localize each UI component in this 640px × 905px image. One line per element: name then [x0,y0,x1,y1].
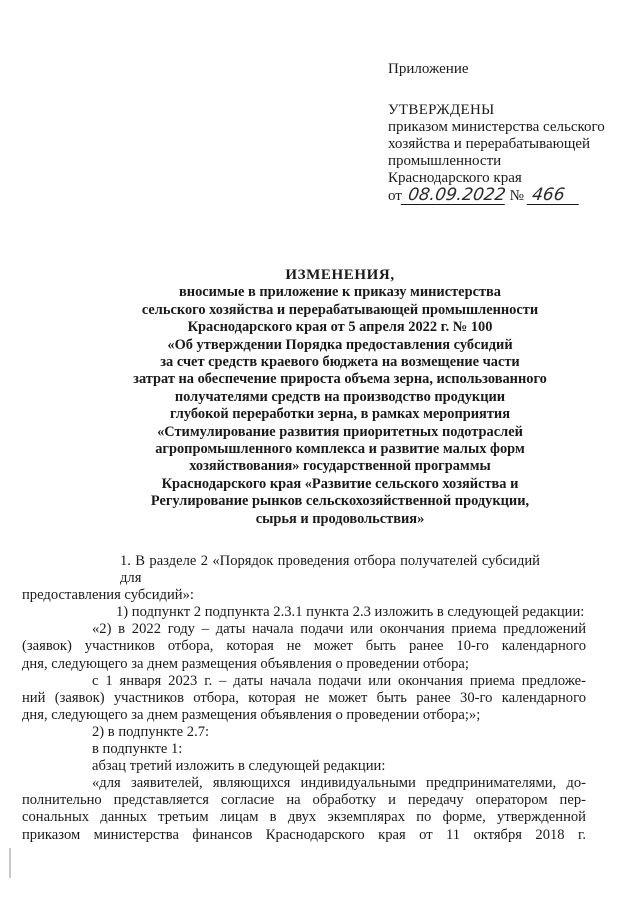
title-line: Регулирование рынков сельскохозяйственной продукции, [150,493,530,510]
title-line: Краснодарского края от 5 апреля 2022 г. № 100 [187,319,493,336]
order-line: промышленности [388,153,502,169]
approval-block [388,61,628,205]
date-prefix: от [388,188,402,204]
order-line: Краснодарского края [388,170,522,186]
body-line: (заявок) участников отбора, которая не может быть ранее 10-го календарного [22,638,586,655]
title-line: сырья и продовольствия» [255,510,425,527]
approved-label: УТВЕРЖДЕНЫ [388,102,495,118]
title-line: сельского хозяйства и перерабатывающей промышленности [141,301,539,318]
title-line: глубокой переработки зерна, в рамках мероприятия [170,406,510,423]
title-line: «Стимулирование развития приоритетных подотраслей [157,423,523,440]
title-line: вносимые в приложение к приказу министерства [179,284,501,301]
title-line: агропромышленного комплекса и развитие малых форм [155,441,525,458]
title-line: затрат на обеспечение прироста объема зерна, использованного [133,371,547,388]
handwritten-date: 08.09.2022 [401,187,508,205]
title-heading: ИЗМЕНЕНИЯ, [285,267,395,283]
body-line: «для заявителей, являющихся индивидуальными предпринимателями, до- [92,775,586,792]
body-line: предоставления субсидий»: [22,587,194,604]
scan-margin-mark [9,848,11,878]
body-line: с 1 января 2023 г. – даты начала подачи или окончания приема предложе- [92,672,586,689]
body-line: в подпункте 1: [92,741,183,758]
title-line: за счет средств краевого бюджета на возмещение части [160,354,520,371]
title-line: хозяйствования» государственной программы [189,458,491,475]
order-line: приказом министерства сельского [388,119,605,135]
title-line: Краснодарского края «Развитие сельского хозяйства и [161,475,519,492]
body-line: приказом министерства финансов Краснодарского края от 11 октября 2018 г. [22,826,586,843]
handwritten-number: 466 [526,187,581,205]
number-sign: № [509,188,524,204]
body-line: 2) в подпункте 2.7: [92,723,210,740]
date-number-line [388,187,628,205]
body-line: дня, следующего за днем размещения объявления о проведении отбора;»; [22,706,481,723]
body-line: ний (заявок) участников отбора, которая не может быть ранее 30-го календарного [22,689,586,706]
body-line: абзац третий изложить в следующей редакции: [92,758,386,775]
title-line: «Об утверждении Порядка предоставления субсидий [167,336,513,353]
document-body [22,553,614,844]
body-line: полнительно представляется согласие на обработку и передачу оператором пер- [22,792,586,809]
order-line: хозяйства и перерабатывающей [388,136,591,152]
body-line: «2) в 2022 году – даты начала подачи или окончания приема предложений [92,621,586,638]
appendix-label: Приложение [388,61,469,77]
body-line: 1) подпункт 2 подпункта 2.3.1 пункта 2.3 изложить в следующей редакции: [116,604,585,621]
document-title [60,267,620,528]
body-line: сональных данных третьим лицам в двух экземплярах по форме, утвержденной [22,809,586,826]
body-line: дня, следующего за днем размещения объявления о проведении отбора; [22,655,469,672]
body-line: 1. В разделе 2 «Порядок проведения отбора получателей субсидий для [120,553,540,587]
title-line: получателями средств на производство продукции [174,388,506,405]
